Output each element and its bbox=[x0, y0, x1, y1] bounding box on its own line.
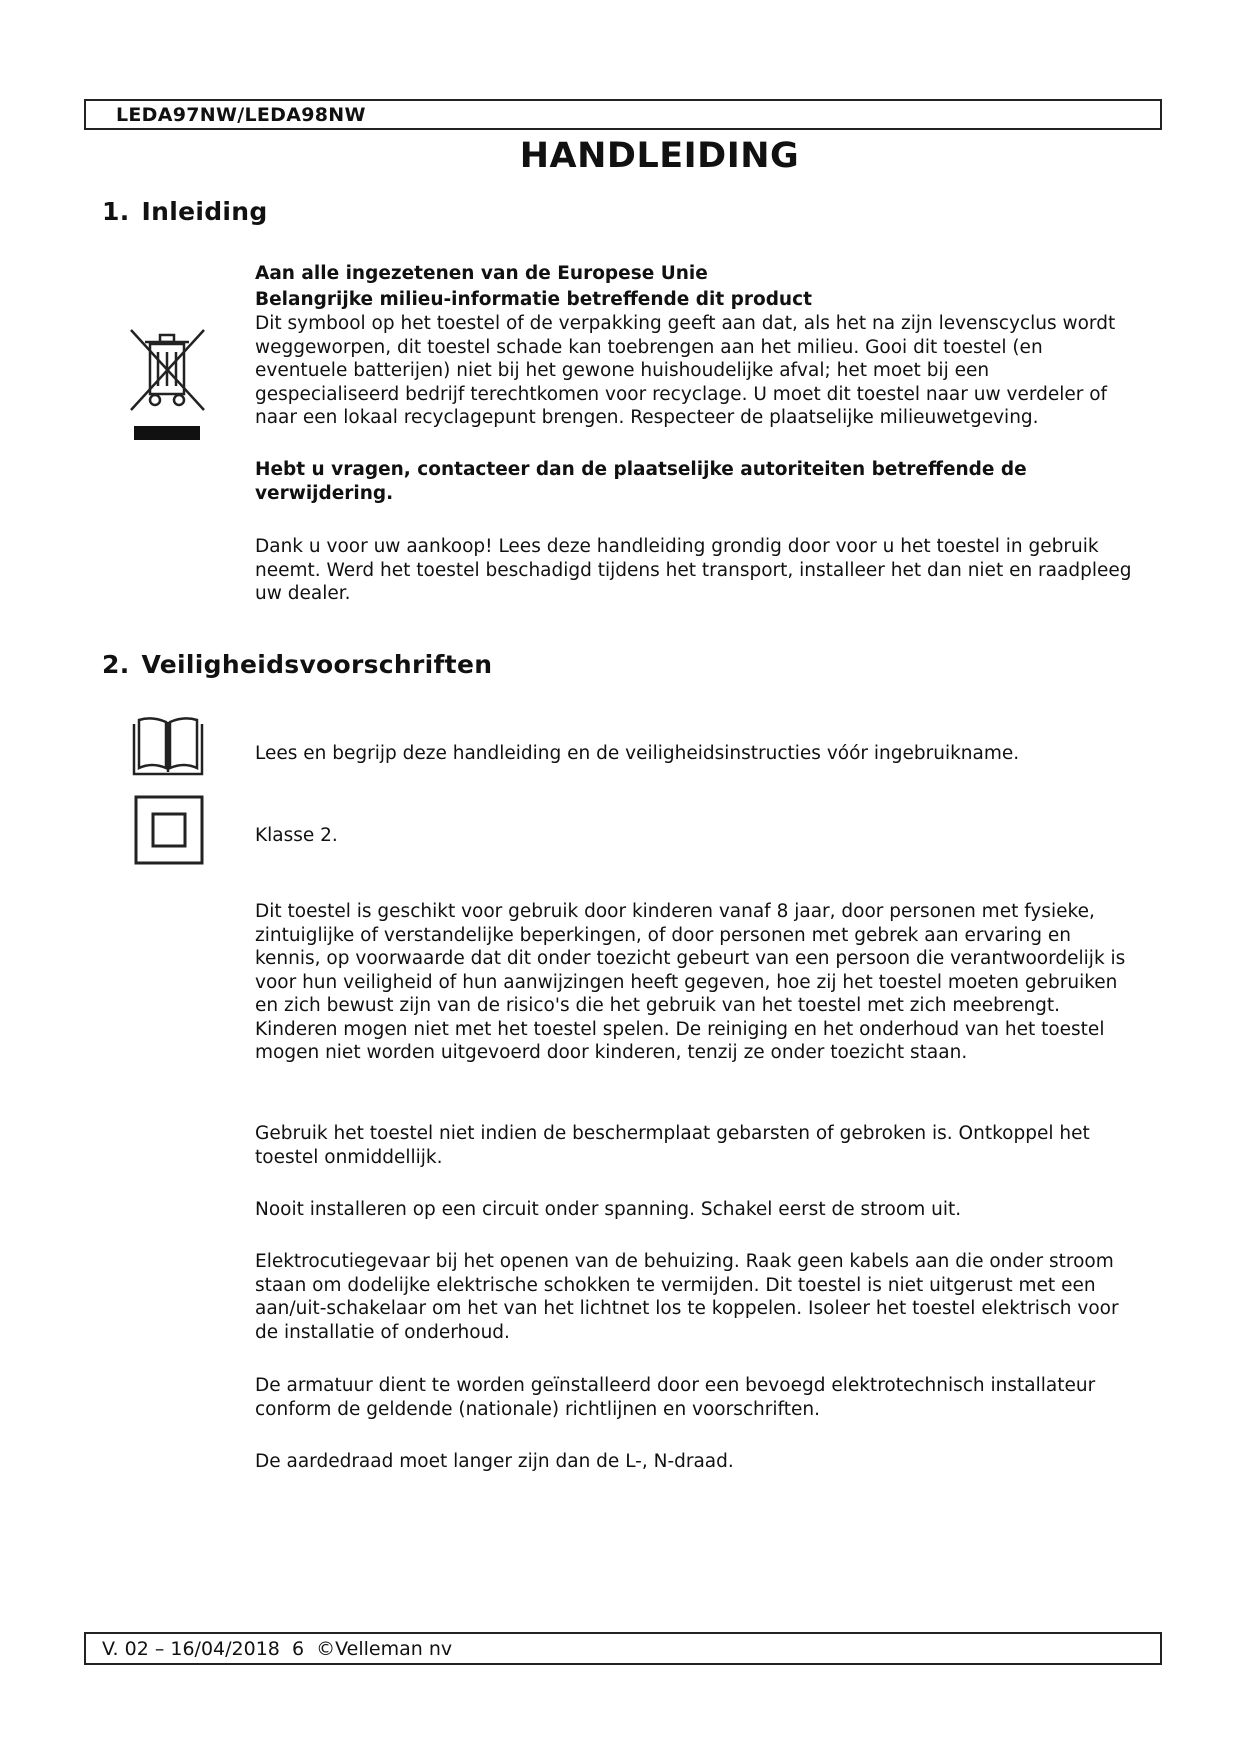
model-number: LEDA97NW/LEDA98NW bbox=[116, 104, 366, 126]
weee-bin-icon bbox=[124, 322, 210, 444]
earth-wire-text: De aardedraad moet langer zijn dan de L-, N-draad. bbox=[255, 1451, 734, 1472]
section-2-heading bbox=[102, 650, 492, 679]
section-1-title: Inleiding bbox=[141, 197, 268, 226]
installer-text: De armatuur dient te worden geïnstalleerd door een bevoegd elektrotechnisch installateur conform de geldende (nationale) richtlijnen en voorschriften. bbox=[255, 1375, 1096, 1420]
read-manual-text: Lees en begrijp deze handleiding en de veiligheidsinstructies vóór ingebruikname. bbox=[255, 743, 1020, 764]
eu-text: Dit symbool op het toestel of de verpakking geeft aan dat, als het na zijn levenscyclus wordt weggeworpen, dit toestel schade kan toebrengen aan het milieu. Gooi dit toestel (en eventuele batterijen) niet bij het gewone huishoudelijke afval; het moet bij een gespecialiseerd bedrijf terechtkomen voor recyclage. U moet dit toestel naar uw verdeler of naar een lokaal recyclagepunt brengen. Respecteer de plaatselijke milieuwetgeving. bbox=[255, 313, 1116, 428]
eu-contact: Hebt u vragen, contacteer dan de plaatselijke autoriteiten betreffende de verwijdering. bbox=[255, 459, 1027, 504]
footer-bar bbox=[84, 1632, 1162, 1665]
electrocution-text: Elektrocutiegevaar bij het openen van de behuizing. Raak geen kabels aan die onder stroom staan om dodelijke elektrische schokken te vermijden. Dit toestel is niet uitgerust met een aan/uit-schakelaar om het van het lichtnet los te koppelen. Isoleer het toestel elektrisch voor de installatie of onderhoud. bbox=[255, 1251, 1119, 1343]
eu-subheading: Belangrijke milieu-informatie betreffende dit product bbox=[255, 289, 812, 310]
section-2-title: Veiligheidsvoorschriften bbox=[141, 650, 493, 679]
section-2-number: 2. bbox=[102, 650, 130, 679]
class-2-text: Klasse 2. bbox=[255, 825, 338, 846]
section-1-number: 1. bbox=[102, 197, 130, 226]
footer-version: V. 02 – 16/04/2018 6 ©Velleman nv bbox=[102, 1638, 453, 1660]
thanks-text: Dank u voor uw aankoop! Lees deze handleiding grondig door voor u het toestel in gebruik neemt. Werd het toestel beschadigd tijdens het transport, installeer het dan niet en raadpleeg uw dealer. bbox=[255, 536, 1132, 604]
no-live-circuit-text: Nooit installeren op een circuit onder spanning. Schakel eerst de stroom uit. bbox=[255, 1199, 962, 1220]
page-title: HANDLEIDING bbox=[519, 136, 800, 176]
eu-heading: Aan alle ingezetenen van de Europese Unie bbox=[255, 263, 708, 284]
section-1-heading bbox=[102, 197, 268, 226]
damaged-plate-text: Gebruik het toestel niet indien de beschermplaat gebarsten of gebroken is. Ontkoppel het toestel onmiddellijk. bbox=[255, 1123, 1090, 1168]
read-manual-book-icon bbox=[130, 714, 206, 778]
children-supervision-text: Dit toestel is geschikt voor gebruik door kinderen vanaf 8 jaar, door personen met fysieke, zintuiglijke of verstandelijke beperkingen, of door personen met gebrek aan ervaring en kennis, op voorwaarde dat dit onder toezicht gebeurt van een persoon die verantwoordelijk is voor hun veiligheid of hun aanwijzingen heeft gegeven, hoe zij het toestel moeten gebruiken en zich bewust zijn van de risico's die het gebruik van het toestel met zich meebrengt. Kinderen mogen niet met het toestel spelen. De reiniging en het onderhoud van het toestel mogen niet worden uitgevoerd door kinderen, tenzij ze onder toezicht staan. bbox=[255, 901, 1126, 1063]
class-2-double-square-icon bbox=[134, 795, 204, 865]
header-bar bbox=[84, 99, 1162, 130]
